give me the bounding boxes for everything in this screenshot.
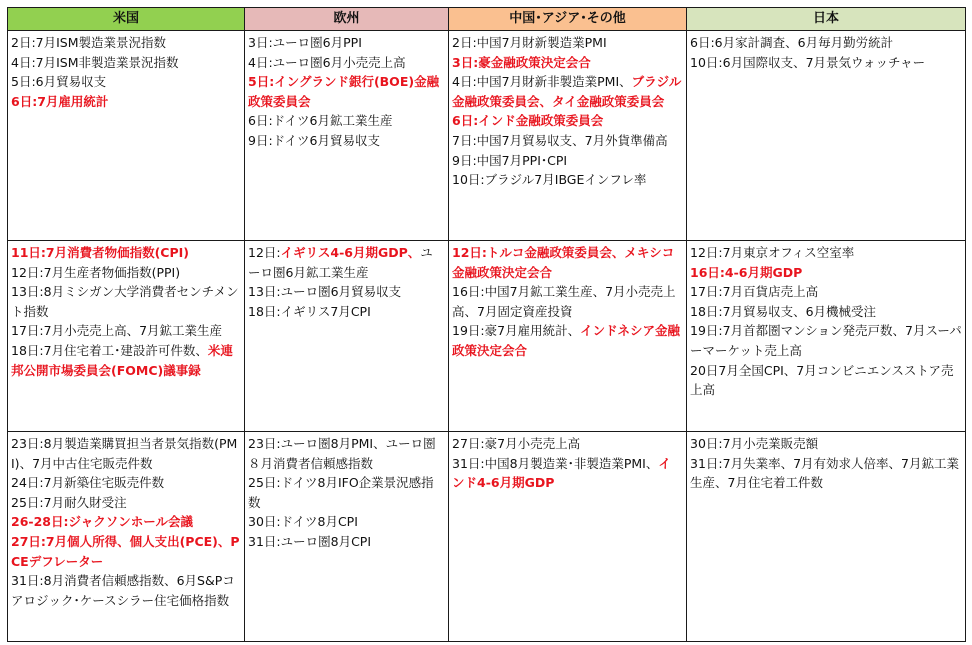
economic-calendar-table	[7, 7, 966, 642]
event-text: 5日:6月貿易収支	[11, 74, 107, 90]
event-text: 4日:中国7月財新非製造業PMI、	[452, 74, 632, 90]
event-text: 31日:ユーロ圏8月CPI	[248, 533, 372, 549]
event-text: 31日:中国8月製造業･非製造業PMI、	[452, 455, 659, 471]
event-item	[690, 282, 962, 302]
event-text: ユーロ圏6月鉱工業生産	[248, 245, 433, 280]
event-item	[690, 321, 962, 360]
event-item	[248, 282, 445, 302]
cell-japan	[687, 31, 966, 241]
highlighted-event-text: 6日:インド金融政策委員会	[452, 113, 604, 129]
week-row-3	[8, 432, 966, 642]
event-text: 30日:7月小売業販売額	[690, 436, 819, 451]
event-item	[690, 361, 962, 400]
event-text: 19日:7月首都圏マンション発売戸数、7月スーパーマーケット売上高	[690, 323, 962, 358]
event-item	[452, 111, 683, 131]
cell-us	[8, 241, 245, 432]
cell-us	[8, 432, 245, 642]
header-us: 米国	[8, 8, 245, 31]
event-item	[690, 454, 962, 493]
event-text: 31日:7月失業率、7月有効求人倍率、7月鉱工業生産、7月住宅着工件数	[690, 455, 959, 491]
event-text: 23日:8月製造業購買担当者景気指数(PMI)、7月中古住宅販売件数	[11, 436, 238, 471]
event-item	[452, 131, 683, 151]
event-item	[11, 571, 241, 610]
highlighted-event-text: 12日:トルコ金融政策委員会、メキシコ金融政策決定会合	[452, 245, 675, 280]
header-japan: 日本	[687, 8, 966, 31]
highlighted-event-text: 26-28日:ジャクソンホール会議	[11, 514, 193, 530]
event-item	[690, 243, 962, 263]
event-item	[690, 302, 962, 322]
event-item	[248, 243, 445, 282]
event-item	[11, 282, 241, 321]
highlighted-event-text: 11日:7月消費者物価指数(CPI)	[11, 245, 190, 260]
event-item	[248, 532, 445, 552]
event-text: 12日:	[248, 245, 281, 260]
event-text: 16日:中国7月鉱工業生産、7月小売売上高、7月固定資産投資	[452, 284, 676, 319]
event-item	[248, 72, 445, 111]
event-text: 4日:7月ISM非製造業景況指数	[11, 54, 179, 70]
event-text: 30日:ドイツ8月CPI	[248, 514, 358, 530]
event-text: 18日:7月住宅着工･建設許可件数、	[11, 342, 208, 358]
week-row-1	[8, 31, 966, 241]
event-item	[11, 434, 241, 473]
event-item	[690, 263, 962, 283]
event-item	[452, 321, 683, 360]
event-item	[11, 321, 241, 341]
cell-europe	[245, 241, 449, 432]
event-text: 13日:ユーロ圏6月貿易収支	[248, 284, 402, 300]
event-item	[248, 302, 445, 322]
highlighted-event-text: イギリス4-6月期GDP、	[280, 245, 421, 260]
event-item	[248, 111, 445, 131]
event-item	[690, 33, 962, 53]
event-text: 23日:ユーロ圏8月PMI、ユーロ圏８月消費者信頼感指数	[248, 436, 436, 471]
event-item	[248, 473, 445, 512]
cell-china-asia-other	[449, 241, 687, 432]
event-text: 25日:7月耐久財受注	[11, 494, 127, 510]
event-item	[452, 454, 683, 493]
event-item	[248, 53, 445, 73]
highlighted-event-text: インドネシア金融政策決定会合	[452, 323, 680, 358]
event-text: 20日7月全国CPI、7月コンビニエンスストア売上高	[690, 362, 954, 398]
event-text: 18日:7月貿易収支、6月機械受注	[690, 303, 877, 319]
event-item	[11, 263, 241, 283]
event-text: 10日:6月国際収支、7月景気ウォッチャー	[690, 54, 926, 70]
event-text: 6日:ドイツ6月鉱工業生産	[248, 113, 393, 129]
event-item	[248, 131, 445, 151]
event-item	[11, 53, 241, 73]
event-item	[690, 53, 962, 73]
event-item	[690, 434, 962, 454]
event-text: 24日:7月新築住宅販売件数	[11, 475, 165, 491]
event-item	[452, 53, 683, 73]
event-text: 7日:中国7月貿易収支、7月外貨準備高	[452, 132, 668, 148]
week-row-2	[8, 241, 966, 432]
event-item	[452, 72, 683, 111]
event-item	[11, 243, 241, 263]
event-text: 3日:ユーロ圏6月PPI	[248, 35, 362, 50]
event-item	[248, 33, 445, 53]
event-text: 31日:8月消費者信頼感指数、6月S&Pコアロジック･ケースシラー住宅価格指数	[11, 573, 235, 608]
cell-china-asia-other	[449, 31, 687, 241]
event-text: 17日:7月百貨店売上高	[690, 284, 819, 300]
event-text: 12日:7月生産者物価指数(PPI)	[11, 264, 181, 280]
event-item	[452, 282, 683, 321]
highlighted-event-text: 6日:7月雇用統計	[11, 93, 109, 109]
event-text: 6日:6月家計調査、6月毎月勤労統計	[690, 35, 894, 50]
highlighted-event-text: インド4-6月期GDP	[452, 455, 671, 491]
highlighted-event-text: ブラジル金融政策委員会、タイ金融政策委員会	[452, 74, 682, 109]
event-item	[11, 512, 241, 532]
event-text: 13日:8月ミシガン大学消費者センチメント指数	[11, 284, 239, 319]
event-text: 4日:ユーロ圏6月小売売上高	[248, 54, 406, 70]
cell-europe	[245, 31, 449, 241]
event-item	[248, 434, 445, 473]
event-item	[11, 473, 241, 493]
cell-china-asia-other	[449, 432, 687, 642]
event-text: 19日:豪7月雇用統計、	[452, 323, 581, 339]
cell-europe	[245, 432, 449, 642]
event-text: 9日:ドイツ6月貿易収支	[248, 132, 380, 148]
header-china-asia-other: 中国･アジア･その他	[449, 8, 687, 31]
event-item	[11, 493, 241, 513]
event-item	[11, 92, 241, 112]
event-item	[452, 33, 683, 53]
event-text: 9日:中国7月PPI･CPI	[452, 152, 568, 168]
highlighted-event-text: 5日:イングランド銀行(BOE)金融政策委員会	[248, 74, 440, 109]
event-item	[11, 532, 241, 571]
event-text: 17日:7月小売売上高、7月鉱工業生産	[11, 323, 223, 339]
event-text: 25日:ドイツ8月IFO企業景況感指数	[248, 475, 434, 510]
event-text: 18日:イギリス7月CPI	[248, 303, 371, 319]
event-text: 10日:ブラジル7月IBGEインフレ率	[452, 172, 647, 188]
highlighted-event-text: 27日:7月個人所得、個人支出(PCE)、PCEデフレーター	[11, 533, 240, 569]
event-item	[11, 341, 241, 380]
header-europe: 欧州	[245, 8, 449, 31]
highlighted-event-text: 3日:豪金融政策決定会合	[452, 54, 591, 70]
event-item	[452, 170, 683, 190]
event-text: 12日:7月東京オフィス空室率	[690, 245, 855, 260]
event-item	[452, 434, 683, 454]
highlighted-event-text: 米連邦公開市場委員会(FOMC)議事録	[11, 342, 233, 378]
highlighted-event-text: 16日:4-6月期GDP	[690, 264, 803, 280]
cell-japan	[687, 432, 966, 642]
event-item	[452, 151, 683, 171]
header-row	[8, 8, 966, 31]
event-item	[11, 33, 241, 53]
event-text: 27日:豪7月小売売上高	[452, 436, 581, 451]
event-item	[248, 512, 445, 532]
event-text: 2日:7月ISM製造業景況指数	[11, 35, 167, 50]
cell-us	[8, 31, 245, 241]
event-text: 2日:中国7月財新製造業PMI	[452, 35, 607, 50]
cell-japan	[687, 241, 966, 432]
event-item	[452, 243, 683, 282]
event-item	[11, 72, 241, 92]
